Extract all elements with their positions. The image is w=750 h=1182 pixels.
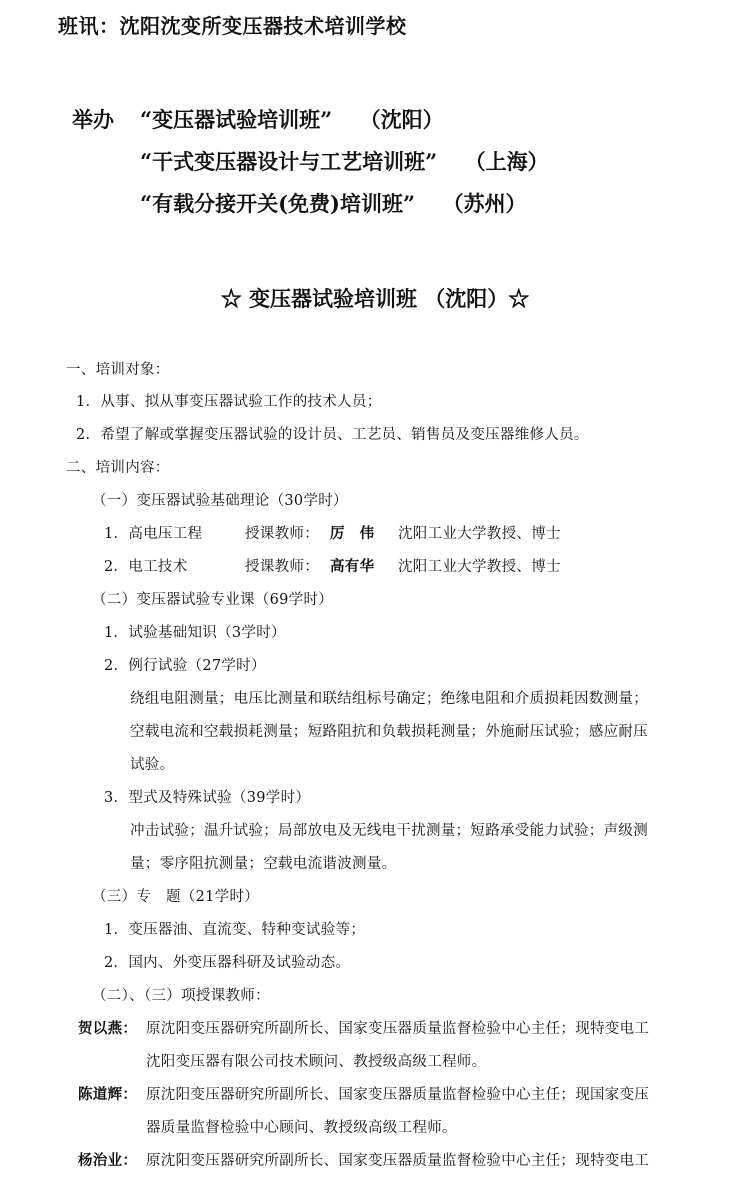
item2-line: 空载电流和空载损耗测量；短路阻抗和负载损耗测量；外施耐压试验；感应耐压 — [130, 724, 648, 740]
bio-line: 原沈阳变压器研究所副所长、国家变压器质量监督检验中心主任；现特变电工 — [146, 1153, 650, 1169]
bio-line: 原沈阳变压器研究所副所长、国家变压器质量监督检验中心主任；现国家变压 — [146, 1087, 650, 1103]
part2-heading: （二）变压器试验专业课（69学时） — [92, 592, 334, 608]
sec2-heading: 二、培训内容： — [66, 460, 170, 476]
teacher-label: 授课教师： — [245, 526, 319, 542]
bio-line: 沈阳变压器有限公司技术顾问、教授级高级工程师。 — [146, 1054, 487, 1070]
subject-row — [0, 522, 750, 544]
sec1-item-1: 1．从事、拟从事变压器试验工作的技术人员； — [76, 394, 382, 410]
part2-item-3: 3．型式及特殊试验（39学时） — [104, 790, 311, 806]
part3-item-1: 1．变压器油、直流变、特种变试验等； — [104, 922, 366, 938]
item2-line: 绕组电阻测量；电压比测量和联结组标号确定；绝缘电阻和介质损耗因数测量； — [130, 691, 648, 707]
bio-name: 陈道辉： — [78, 1086, 138, 1103]
part2-item-2: 2．例行试验（27学时） — [104, 658, 266, 674]
bio-block — [0, 1083, 750, 1143]
course-city: （上海） — [475, 149, 549, 174]
course-name: “干式变压器设计与工艺培训班” — [140, 149, 438, 174]
part2-item-1: 1．试验基础知识（3学时） — [104, 625, 286, 641]
bio-line: 器质量监督检验中心顾问、教授级高级工程师。 — [146, 1120, 457, 1136]
bio-block — [0, 1017, 750, 1077]
item3-line: 冲击试验；温升试验；局部放电及无线电干扰测量；短路承受能力试验；声级测 — [130, 823, 648, 839]
teacher-name: 高有华 — [330, 558, 375, 575]
teacher-name: 厉 伟 — [330, 525, 375, 542]
item2-line: 试验。 — [130, 757, 175, 773]
course-city: （苏州） — [453, 191, 527, 216]
teachers-heading: （二）、（三）项授课教师： — [92, 988, 270, 1004]
course-3 — [140, 188, 527, 218]
sec1-heading: 一、培训对象： — [66, 362, 170, 378]
bio-line: 原沈阳变压器研究所副所长、国家变压器质量监督检验中心主任；现特变电工 — [146, 1021, 650, 1037]
teacher-label: 授课教师： — [245, 559, 319, 575]
item3-line: 量；零序阻抗测量；空载电流谐波测量。 — [130, 856, 397, 872]
hold-label: 举办 — [72, 107, 114, 132]
subject-name: 2．电工技术 — [104, 559, 188, 575]
teacher-title: 沈阳工业大学教授、博士 — [398, 559, 561, 575]
bio-name: 贺以燕： — [78, 1020, 138, 1037]
course-name: “变压器试验培训班” — [140, 107, 333, 132]
part3-heading: （三）专 题（21学时） — [92, 889, 260, 905]
part1-heading: （一）变压器试验基础理论（30学时） — [92, 493, 348, 509]
header-line: 班讯：沈阳沈变所变压器技术培训学校 — [58, 14, 407, 38]
part3-item-2: 2．国内、外变压器科研及试验动态。 — [104, 955, 351, 971]
sec1-item-2: 2．希望了解或掌握变压器试验的设计员、工艺员、销售员及变压器维修人员。 — [76, 427, 589, 443]
course-city: （沈阳） — [370, 107, 444, 132]
section-title: ☆ 变压器试验培训班 （沈阳）☆ — [220, 286, 530, 311]
course-1 — [140, 104, 444, 134]
subject-row — [0, 555, 750, 577]
bio-block — [0, 1149, 750, 1173]
bio-name: 杨治业： — [78, 1152, 138, 1169]
course-name: “有载分接开关(免费)培训班” — [140, 191, 416, 216]
course-2 — [140, 146, 549, 176]
teacher-title: 沈阳工业大学教授、博士 — [398, 526, 561, 542]
subject-name: 1．高电压工程 — [104, 526, 203, 542]
